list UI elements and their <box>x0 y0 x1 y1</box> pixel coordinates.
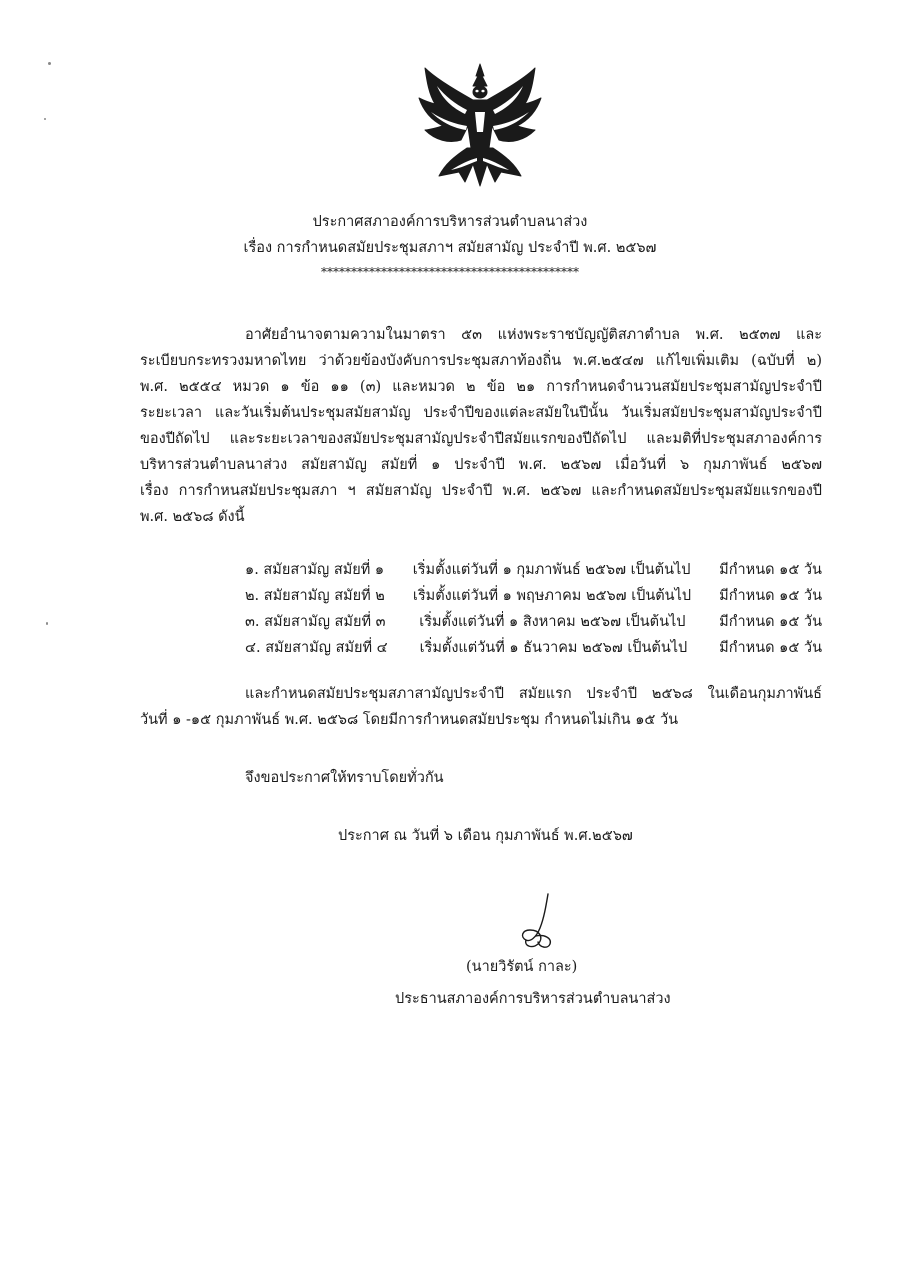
session-item <box>245 638 822 658</box>
scan-speck <box>46 622 48 625</box>
session-name: ๒. สมัยสามัญ สมัยที่ ๒ <box>245 588 385 604</box>
announcement-date: ประกาศ ณ วันที่ ๖ เดือน กุมภาพันธ์ พ.ศ.๒๕๖๗ <box>338 828 633 844</box>
session-item <box>245 560 822 580</box>
body-line-3: พ.ศ. ๒๕๕๔ หมวด ๑ ข้อ ๑๑ (๓) และหมวด ๒ ข้อ ๒๑ การกำหนดจำนวนสมัยประชุมสามัญประจำปี <box>140 379 822 395</box>
signer-name: (นายวิรัตน์ กาละ) <box>466 959 578 975</box>
next-year-session-line-2: วันที่ ๑ -๑๕ กุมภาพันธ์ พ.ศ. ๒๕๖๘ โดยมีการกำหนดสมัยประชุม กำหนดไม่เกิน ๑๕ วัน <box>140 712 679 728</box>
session-name: ๔. สมัยสามัญ สมัยที่ ๔ <box>245 640 388 656</box>
session-start: เริ่มตั้งแต่วันที่ ๑ สิงหาคม ๒๕๖๗ เป็นต้นไป <box>419 614 686 630</box>
signer-title: ประธานสภาองค์การบริหารส่วนตำบลนาส่วง <box>395 991 671 1007</box>
handwritten-signature <box>500 892 570 962</box>
session-start: เริ่มตั้งแต่วันที่ ๑ พฤษภาคม ๒๕๖๗ เป็นต้นไป <box>412 588 692 604</box>
body-line-6: บริหารส่วนตำบลนาส่วง สมัยสามัญ สมัยที่ ๑ ประจำปี พ.ศ. ๒๕๖๗ เมื่อวันที่ ๖ กุมภาพันธ์ ๒๕๖๗ <box>140 457 822 473</box>
body-line-2: ระเบียบกระทรวงมหาดไทย ว่าด้วยข้องบังคับการประชุมสภาท้องถิ่น พ.ศ.๒๕๔๗ แก้ไขเพิ่มเติม (ฉบับที่ ๒) <box>140 353 822 369</box>
session-name: ๓. สมัยสามัญ สมัยที่ ๓ <box>245 614 386 630</box>
garuda-emblem-icon <box>415 60 545 200</box>
scan-speck <box>48 62 51 65</box>
announcement-title: ประกาศสภาองค์การบริหารส่วนตำบลนาส่วง <box>312 214 588 230</box>
closing-statement: จึงขอประกาศให้ทราบโดยทั่วกัน <box>245 770 444 786</box>
session-item <box>245 612 822 632</box>
announcement-subject: เรื่อง การกำหนดสมัยประชุมสภาฯ สมัยสามัญ ประจำปี พ.ศ. ๒๕๖๗ <box>243 240 657 256</box>
body-line-7: เรื่อง การกำหนสมัยประชุมสภา ฯ สมัยสามัญ ประจำปี พ.ศ. ๒๕๖๗ และกำหนดสมัยประชุมสมัยแรกของปี <box>140 483 822 499</box>
session-start: เริ่มตั้งแต่วันที่ ๑ กุมภาพันธ์ ๒๕๖๗ เป็นต้นไป <box>412 562 691 578</box>
session-duration: มีกำหนด ๑๕ วัน <box>719 562 822 578</box>
session-start: เริ่มตั้งแต่วันที่ ๑ ธันวาคม ๒๕๖๗ เป็นต้นไป <box>419 640 688 656</box>
body-line-5: ของปีถัดไป และระยะเวลาของสมัยประชุมสามัญประจำปีสมัยแรกของปีถัดไป และมติที่ประชุมสภาองค์การ <box>140 431 822 447</box>
scan-speck <box>44 118 46 120</box>
title-separator: ******************************************* <box>321 265 579 279</box>
body-line-1: อาศัยอำนาจตามความในมาตรา ๕๓ แห่งพระราชบัญญัติสภาตำบล พ.ศ. ๒๕๓๗ และ <box>245 327 822 343</box>
next-year-session-line-1: และกำหนดสมัยประชุมสภาสามัญประจำปี สมัยแรก ประจำปี ๒๕๖๘ ในเดือนกุมภาพันธ์ <box>245 686 822 702</box>
body-line-4: ระยะเวลา และวันเริ่มต้นประชุมสมัยสามัญ ประจำปีของแต่ละสมัยในปีนั้น วันเริ่มสมัยประชุมสามัญประจำปี <box>140 405 822 421</box>
session-duration: มีกำหนด ๑๕ วัน <box>719 640 822 656</box>
session-duration: มีกำหนด ๑๕ วัน <box>719 588 822 604</box>
session-name: ๑. สมัยสามัญ สมัยที่ ๑ <box>245 562 385 578</box>
session-item <box>245 586 822 606</box>
session-duration: มีกำหนด ๑๕ วัน <box>719 614 822 630</box>
body-line-8: พ.ศ. ๒๕๖๘ ดังนี้ <box>140 509 245 525</box>
